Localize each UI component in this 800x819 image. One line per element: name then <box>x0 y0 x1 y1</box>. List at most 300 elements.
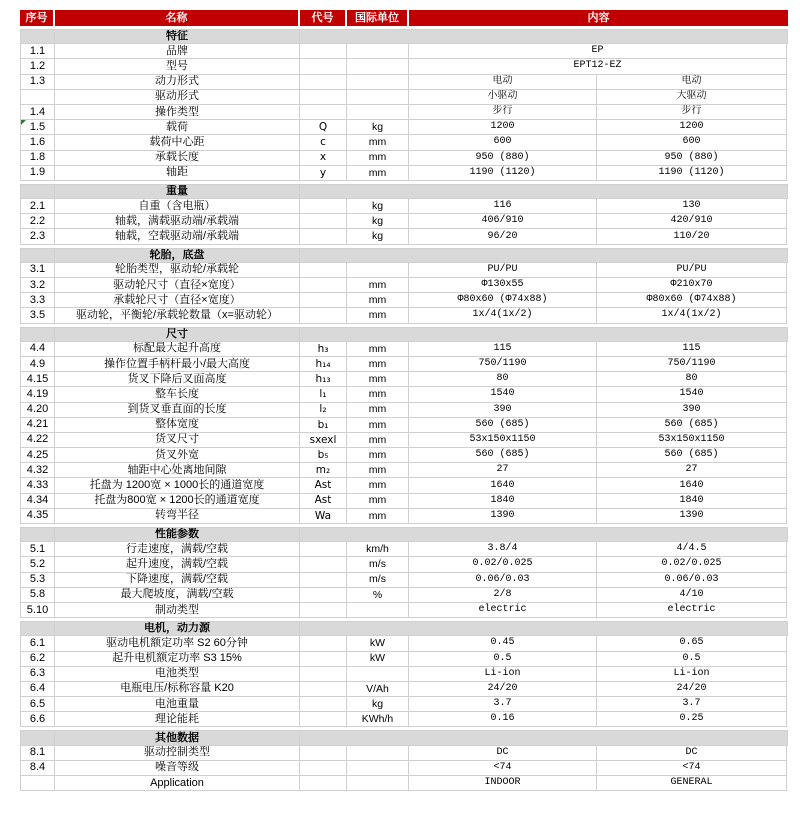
row-value1-cell: PU/PU <box>409 263 597 278</box>
table-row <box>20 403 788 418</box>
row-number-cell <box>20 214 55 229</box>
table-row <box>20 151 788 166</box>
row-unit-cell: mm <box>347 293 409 308</box>
row-name-cell: 噪音等级 <box>55 761 300 776</box>
row-value1-cell: 115 <box>409 342 597 357</box>
row-value1-cell: 2/8 <box>409 588 597 603</box>
row-value1-cell: 24/20 <box>409 682 597 697</box>
row-unit-cell: mm <box>347 418 409 433</box>
row-name-cell: 轴载，满载驱动端/承载端 <box>55 214 300 229</box>
row-number-cell <box>20 59 55 74</box>
table-row <box>20 342 788 357</box>
row-value1-cell: 1840 <box>409 494 597 509</box>
row-value1-cell: 560 (685) <box>409 418 597 433</box>
row-name-cell: 整车长度 <box>55 387 300 402</box>
row-code-cell <box>300 293 347 308</box>
row-name-cell: 动力形式 <box>55 75 300 90</box>
section-no-cell <box>20 248 55 263</box>
spec-table <box>20 10 788 791</box>
row-value1-cell: 1x/4(1x/2) <box>409 308 597 323</box>
row-number: 5.8 <box>29 588 46 601</box>
row-value2-cell: 1x/4(1x/2) <box>597 308 787 323</box>
row-value2-cell: GENERAL <box>597 776 787 791</box>
row-value1-cell: 96/20 <box>409 229 597 244</box>
row-value2-cell: 27 <box>597 463 787 478</box>
row-code-cell: h₃ <box>300 342 347 357</box>
row-code-cell: x <box>300 151 347 166</box>
comment-marker-icon <box>21 120 26 125</box>
table-row <box>20 214 788 229</box>
row-value1-cell: 560 (685) <box>409 448 597 463</box>
row-name-cell: 驱动轮尺寸（直径×宽度） <box>55 278 300 293</box>
table-row <box>20 746 788 761</box>
row-name-cell: 最大爬坡度，满载/空载 <box>55 588 300 603</box>
row-value2-cell: 560 (685) <box>597 418 787 433</box>
row-number-cell <box>20 478 55 493</box>
table-row <box>20 509 788 524</box>
row-value2-cell: 步行 <box>597 105 787 120</box>
row-value1-cell: Φ80x60 (Φ74x88) <box>409 293 597 308</box>
row-value1-cell: 0.06/0.03 <box>409 573 597 588</box>
row-unit-cell: mm <box>347 403 409 418</box>
row-number: 3.1 <box>29 263 46 276</box>
row-code-cell <box>300 44 347 59</box>
row-number-cell <box>20 494 55 509</box>
row-number-cell <box>20 573 55 588</box>
row-number-cell <box>20 603 55 618</box>
row-unit-cell: mm <box>347 509 409 524</box>
row-name-cell: 驱动形式 <box>55 90 300 105</box>
row-number-cell <box>20 667 55 682</box>
row-name-cell: 品牌 <box>55 44 300 59</box>
row-unit-cell: mm <box>347 494 409 509</box>
section-row <box>20 327 788 342</box>
row-number-cell <box>20 357 55 372</box>
table-row <box>20 776 788 791</box>
row-value1-cell: 1190 (1120) <box>409 166 597 181</box>
row-value1-cell: electric <box>409 603 597 618</box>
row-value1-cell: 1200 <box>409 120 597 135</box>
row-code-cell <box>300 59 347 74</box>
row-code-cell: b₁ <box>300 418 347 433</box>
row-name-cell: 载荷 <box>55 120 300 135</box>
row-number-cell <box>20 588 55 603</box>
row-value1-cell: 406/910 <box>409 214 597 229</box>
table-row <box>20 667 788 682</box>
row-unit-cell: kg <box>347 214 409 229</box>
section-no-cell <box>20 327 55 342</box>
row-code-cell: l₁ <box>300 387 347 402</box>
spec-table-rows <box>20 29 788 791</box>
table-row <box>20 44 788 59</box>
row-unit-cell <box>347 105 409 120</box>
row-code-cell <box>300 652 347 667</box>
row-unit-cell: mm <box>347 478 409 493</box>
row-code-cell: y <box>300 166 347 181</box>
row-unit-cell: kg <box>347 199 409 214</box>
row-code-cell <box>300 199 347 214</box>
row-unit-cell: mm <box>347 342 409 357</box>
row-value1-cell: 步行 <box>409 105 597 120</box>
row-name-cell: 行走速度，满载/空载 <box>55 542 300 557</box>
row-unit-cell: mm <box>347 372 409 387</box>
row-value1-cell: EPT12-EZ <box>409 59 787 74</box>
row-unit-cell: mm <box>347 433 409 448</box>
row-unit-cell: mm <box>347 387 409 402</box>
row-unit-cell <box>347 776 409 791</box>
header-cell-no: 序号 <box>20 10 55 26</box>
row-number: 1.8 <box>29 151 46 164</box>
row-number-cell <box>20 342 55 357</box>
table-row <box>20 448 788 463</box>
row-value2-cell: 390 <box>597 403 787 418</box>
row-value1-cell: 600 <box>409 135 597 150</box>
row-number: 4.35 <box>26 509 49 522</box>
table-row <box>20 387 788 402</box>
table-row <box>20 229 788 244</box>
row-value1-cell: Li-ion <box>409 667 597 682</box>
row-number-cell <box>20 776 55 791</box>
row-number: 4.4 <box>29 342 46 355</box>
row-code-cell <box>300 308 347 323</box>
row-number: 6.2 <box>29 652 46 665</box>
row-unit-cell: km/h <box>347 542 409 557</box>
row-value2-cell: 0.06/0.03 <box>597 573 787 588</box>
row-number: 4.32 <box>26 463 49 476</box>
row-code-cell: b₅ <box>300 448 347 463</box>
table-row <box>20 308 788 323</box>
section-row <box>20 29 788 44</box>
table-row <box>20 652 788 667</box>
section-no-cell <box>20 29 55 44</box>
row-name-cell: 载荷中心距 <box>55 135 300 150</box>
row-unit-cell <box>347 90 409 105</box>
row-value2-cell: 4/10 <box>597 588 787 603</box>
section-no-cell <box>20 184 55 199</box>
section-filler <box>300 248 788 263</box>
row-name-cell: 托盘为800宽 × 1200长的通道宽度 <box>55 494 300 509</box>
section-filler <box>300 730 788 745</box>
row-name-cell: 起升速度，满载/空载 <box>55 557 300 572</box>
row-value1-cell: 3.8/4 <box>409 542 597 557</box>
section-label: 轮胎，底盘 <box>55 248 300 263</box>
row-code-cell: sxexl <box>300 433 347 448</box>
row-unit-cell: mm <box>347 135 409 150</box>
row-number-cell <box>20 166 55 181</box>
row-number: 6.6 <box>29 712 46 725</box>
row-value2-cell: 130 <box>597 199 787 214</box>
row-number-cell <box>20 293 55 308</box>
table-row <box>20 372 788 387</box>
row-number: 5.10 <box>26 603 49 616</box>
row-unit-cell: % <box>347 588 409 603</box>
row-number: 4.19 <box>26 387 49 400</box>
row-number-cell <box>20 372 55 387</box>
row-value1-cell: 80 <box>409 372 597 387</box>
row-unit-cell: mm <box>347 463 409 478</box>
row-value2-cell: 大驱动 <box>597 90 787 105</box>
row-value2-cell: 80 <box>597 372 787 387</box>
row-unit-cell: mm <box>347 166 409 181</box>
row-code-cell <box>300 603 347 618</box>
table-header-row <box>20 10 788 26</box>
row-value1-cell: 1640 <box>409 478 597 493</box>
section-no-cell <box>20 730 55 745</box>
row-code-cell <box>300 90 347 105</box>
table-row <box>20 263 788 278</box>
row-number: 4.33 <box>26 479 49 492</box>
row-value2-cell: Li-ion <box>597 667 787 682</box>
row-value2-cell: 53x150x1150 <box>597 433 787 448</box>
row-value1-cell: 950 (880) <box>409 151 597 166</box>
header-cell-unit: 国际单位 <box>347 10 409 26</box>
row-value1-cell: 53x150x1150 <box>409 433 597 448</box>
table-row <box>20 59 788 74</box>
row-value1-cell: EP <box>409 44 787 59</box>
row-name-cell: 驱动电机额定功率 S2 60分钟 <box>55 636 300 651</box>
row-number-cell <box>20 44 55 59</box>
row-name-cell: 货叉外宽 <box>55 448 300 463</box>
row-number: 4.9 <box>29 357 46 370</box>
table-row <box>20 636 788 651</box>
row-code-cell: h₁₄ <box>300 357 347 372</box>
row-unit-cell: mm <box>347 308 409 323</box>
row-number: 4.25 <box>26 448 49 461</box>
row-number: 1.1 <box>29 44 46 57</box>
row-code-cell: h₁₃ <box>300 372 347 387</box>
row-name-cell: Application <box>55 776 300 791</box>
row-code-cell <box>300 636 347 651</box>
row-number-cell <box>20 433 55 448</box>
header-cell-code: 代号 <box>300 10 347 26</box>
row-number: 2.1 <box>29 199 46 212</box>
row-value1-cell: DC <box>409 746 597 761</box>
row-value2-cell: 600 <box>597 135 787 150</box>
row-value2-cell: 0.5 <box>597 652 787 667</box>
row-code-cell <box>300 278 347 293</box>
table-row <box>20 588 788 603</box>
row-value1-cell: 1390 <box>409 509 597 524</box>
section-filler <box>300 527 788 542</box>
table-row <box>20 433 788 448</box>
row-value2-cell: PU/PU <box>597 263 787 278</box>
row-code-cell <box>300 667 347 682</box>
row-number: 8.4 <box>29 761 46 774</box>
row-value1-cell: <74 <box>409 761 597 776</box>
row-code-cell: Ast <box>300 478 347 493</box>
row-unit-cell <box>347 75 409 90</box>
row-number: 4.34 <box>26 494 49 507</box>
row-number-cell <box>20 509 55 524</box>
row-value2-cell: 0.65 <box>597 636 787 651</box>
row-number: 1.6 <box>29 135 46 148</box>
section-filler <box>300 621 788 636</box>
row-number-cell <box>20 263 55 278</box>
row-name-cell: 托盘为 1200宽 × 1000长的通道宽度 <box>55 478 300 493</box>
row-code-cell: Wa <box>300 509 347 524</box>
row-value2-cell: 0.25 <box>597 712 787 727</box>
row-number: 6.1 <box>29 636 46 649</box>
section-row <box>20 248 788 263</box>
row-unit-cell: mm <box>347 357 409 372</box>
row-name-cell: 起升电机额定功率 S3 15% <box>55 652 300 667</box>
row-number-cell <box>20 151 55 166</box>
section-no-cell <box>20 621 55 636</box>
row-code-cell: m₂ <box>300 463 347 478</box>
row-value1-cell: 27 <box>409 463 597 478</box>
section-row <box>20 730 788 745</box>
header-cell-content: 内容 <box>409 10 788 26</box>
row-number: 4.22 <box>26 433 49 446</box>
row-value2-cell: Φ210x70 <box>597 278 787 293</box>
row-value1-cell: 0.5 <box>409 652 597 667</box>
row-code-cell <box>300 761 347 776</box>
row-value2-cell: 1540 <box>597 387 787 402</box>
row-value2-cell: 560 (685) <box>597 448 787 463</box>
table-row <box>20 90 788 105</box>
row-value2-cell: 1200 <box>597 120 787 135</box>
row-value2-cell: 电动 <box>597 75 787 90</box>
section-label: 其他数据 <box>55 730 300 745</box>
row-value1-cell: 3.7 <box>409 697 597 712</box>
row-unit-cell <box>347 603 409 618</box>
section-label: 电机，动力源 <box>55 621 300 636</box>
row-code-cell <box>300 75 347 90</box>
row-unit-cell: KWh/h <box>347 712 409 727</box>
row-number-cell <box>20 75 55 90</box>
row-unit-cell <box>347 746 409 761</box>
table-row <box>20 166 788 181</box>
row-unit-cell: mm <box>347 151 409 166</box>
row-value2-cell: <74 <box>597 761 787 776</box>
row-number-cell <box>20 652 55 667</box>
table-row <box>20 199 788 214</box>
header-cell-name: 名称 <box>55 10 300 26</box>
section-row <box>20 621 788 636</box>
row-value2-cell: 4/4.5 <box>597 542 787 557</box>
row-number: 1.3 <box>29 75 46 88</box>
row-code-cell <box>300 229 347 244</box>
section-filler <box>300 184 788 199</box>
table-row <box>20 573 788 588</box>
row-number: 5.1 <box>29 542 46 555</box>
row-number-cell <box>20 636 55 651</box>
row-value1-cell: 1540 <box>409 387 597 402</box>
section-row <box>20 184 788 199</box>
row-name-cell: 转弯半径 <box>55 509 300 524</box>
row-value2-cell: Φ80x60 (Φ74x88) <box>597 293 787 308</box>
row-number-cell <box>20 418 55 433</box>
row-number: 4.15 <box>26 372 49 385</box>
table-row <box>20 278 788 293</box>
row-value2-cell: electric <box>597 603 787 618</box>
section-label: 性能参数 <box>55 527 300 542</box>
row-name-cell: 货叉尺寸 <box>55 433 300 448</box>
row-number-cell <box>20 542 55 557</box>
row-value2-cell: 750/1190 <box>597 357 787 372</box>
row-unit-cell <box>347 44 409 59</box>
row-name-cell: 理论能耗 <box>55 712 300 727</box>
row-unit-cell <box>347 59 409 74</box>
row-code-cell <box>300 573 347 588</box>
section-no-cell <box>20 527 55 542</box>
row-number-cell <box>20 682 55 697</box>
row-number-cell <box>20 120 55 135</box>
row-value1-cell: 750/1190 <box>409 357 597 372</box>
row-name-cell: 整体宽度 <box>55 418 300 433</box>
table-row <box>20 478 788 493</box>
row-code-cell <box>300 712 347 727</box>
row-value1-cell: 0.16 <box>409 712 597 727</box>
row-code-cell <box>300 746 347 761</box>
row-unit-cell: kg <box>347 229 409 244</box>
row-value1-cell: 116 <box>409 199 597 214</box>
table-row <box>20 557 788 572</box>
row-number: 6.3 <box>29 667 46 680</box>
row-code-cell <box>300 105 347 120</box>
row-unit-cell: mm <box>347 278 409 293</box>
row-number-cell <box>20 448 55 463</box>
row-unit-cell: kg <box>347 120 409 135</box>
row-value2-cell: 24/20 <box>597 682 787 697</box>
table-row <box>20 682 788 697</box>
row-number: 1.4 <box>29 105 46 118</box>
row-value1-cell: 小驱动 <box>409 90 597 105</box>
row-number: 5.2 <box>29 557 46 570</box>
table-row <box>20 120 788 135</box>
row-unit-cell <box>347 263 409 278</box>
row-code-cell: Ast <box>300 494 347 509</box>
row-name-cell: 轴距 <box>55 166 300 181</box>
row-code-cell: Q <box>300 120 347 135</box>
row-code-cell <box>300 697 347 712</box>
section-row <box>20 527 788 542</box>
table-row <box>20 135 788 150</box>
row-unit-cell <box>347 667 409 682</box>
row-value2-cell: 1840 <box>597 494 787 509</box>
row-name-cell: 操作类型 <box>55 105 300 120</box>
row-value1-cell: INDOOR <box>409 776 597 791</box>
row-number: 6.5 <box>29 697 46 710</box>
section-label: 尺寸 <box>55 327 300 342</box>
row-value2-cell: 110/20 <box>597 229 787 244</box>
row-name-cell: 电瓶电压/标称容量 K20 <box>55 682 300 697</box>
row-number-cell <box>20 229 55 244</box>
row-value2-cell: 115 <box>597 342 787 357</box>
row-code-cell <box>300 557 347 572</box>
row-value1-cell: 电动 <box>409 75 597 90</box>
table-row <box>20 418 788 433</box>
row-number: 3.2 <box>29 278 46 291</box>
row-name-cell: 承载长度 <box>55 151 300 166</box>
row-number: 6.4 <box>29 682 46 695</box>
row-code-cell <box>300 263 347 278</box>
row-name-cell: 到货叉垂直面的长度 <box>55 403 300 418</box>
row-number-cell <box>20 463 55 478</box>
row-number: 8.1 <box>29 746 46 759</box>
row-value2-cell: 3.7 <box>597 697 787 712</box>
row-number: 5.3 <box>29 573 46 586</box>
row-value1-cell: 0.02/0.025 <box>409 557 597 572</box>
table-row <box>20 761 788 776</box>
row-name-cell: 轮胎类型，驱动轮/承载轮 <box>55 263 300 278</box>
row-number-cell <box>20 90 55 105</box>
row-number-cell <box>20 697 55 712</box>
table-row <box>20 293 788 308</box>
row-number-cell <box>20 135 55 150</box>
table-row <box>20 494 788 509</box>
section-label: 特征 <box>55 29 300 44</box>
